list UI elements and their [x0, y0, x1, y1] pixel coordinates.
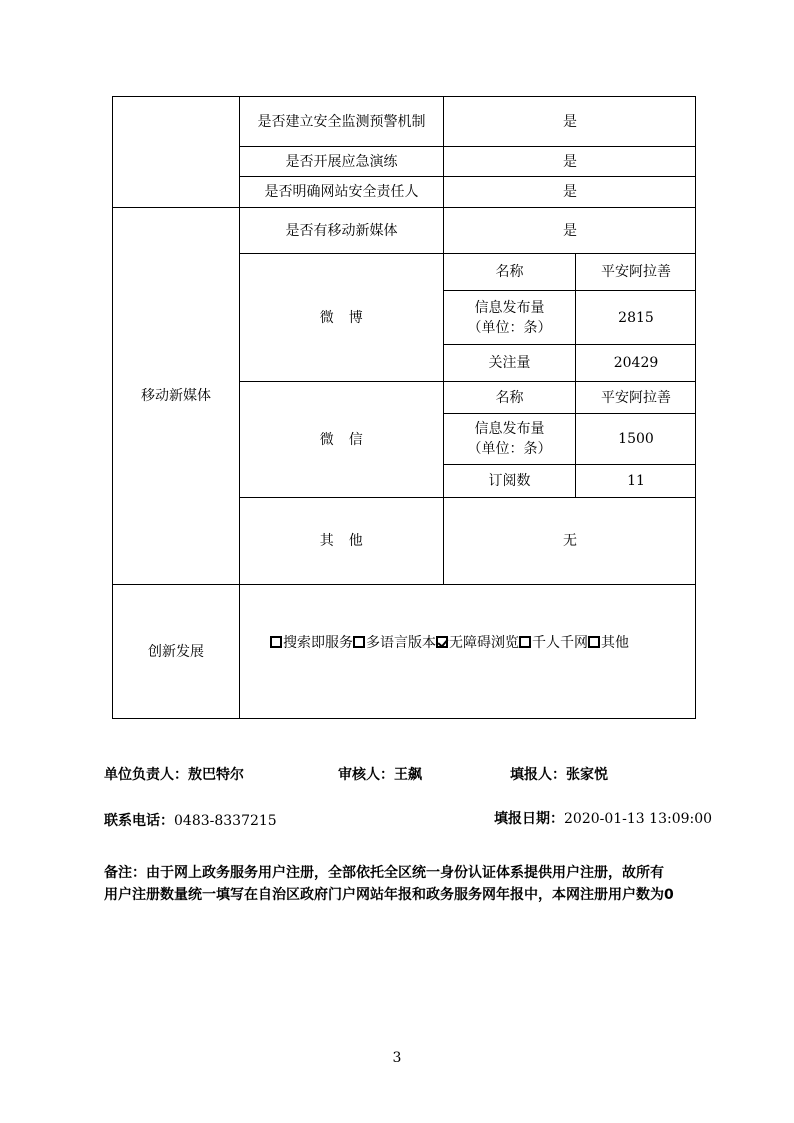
checked-checkbox-icon[interactable]: [436, 636, 448, 648]
remark-note: 备注：由于网上政务服务用户注册，全部依托全区统一身份认证体系提供用户注册，故所有用户注册数量统一填写在自治区政府门户网站年报和政务服务网年报中，本网注册用户数为0: [104, 865, 674, 903]
checkbox-icon[interactable]: [353, 636, 365, 648]
wechat-posts-label: 信息发布量 （单位：条）: [467, 421, 552, 457]
wechat-name-value: 平安阿拉善: [601, 389, 671, 406]
wechat-subscribers-value: 11: [627, 473, 645, 489]
weibo-followers-label: 关注量: [488, 355, 531, 371]
weibo-posts-value: 2815: [618, 309, 654, 326]
filler: 填报人：张家悦: [510, 767, 608, 783]
checkbox-icon[interactable]: [519, 636, 531, 648]
innovation-option-accessible[interactable]: 无障碍浏览: [436, 635, 519, 651]
reviewer: 审核人：王飙: [338, 767, 422, 783]
innovation-option-search[interactable]: 搜索即服务: [270, 635, 353, 651]
innovation-section-label: 创新发展: [148, 644, 204, 660]
weibo-label: 微 博: [319, 309, 364, 326]
monitoring-label: 是否建立安全监测预警机制: [257, 113, 426, 130]
unit-head: 单位负责人：敖巴特尔: [104, 767, 244, 783]
other-media-value: 无: [563, 533, 577, 549]
has-new-media-label: 是否有移动新媒体: [285, 222, 398, 239]
wechat-posts-value: 1500: [618, 431, 654, 447]
weibo-name-label: 名称: [495, 264, 524, 280]
drill-label: 是否开展应急演练: [285, 153, 398, 170]
weibo-name-value: 平安阿拉善: [601, 264, 671, 280]
other-media-label: 其 他: [319, 533, 364, 549]
drill-value: 是: [563, 153, 577, 170]
monitoring-value: 是: [563, 113, 577, 130]
weibo-posts-label: 信息发布量 （单位：条）: [467, 299, 552, 336]
checkbox-icon[interactable]: [270, 636, 282, 648]
fill-date: 填报日期：2020-01-13 13:09:00: [494, 811, 713, 827]
page-number: 3: [392, 1050, 402, 1066]
has-new-media-value: 是: [563, 222, 577, 239]
wechat-subscribers-label: 订阅数: [488, 473, 531, 489]
wechat-name-label: 名称: [495, 389, 524, 406]
wechat-label: 微 信: [319, 431, 364, 448]
contact-phone: 联系电话：0483-8337215: [104, 813, 277, 829]
responsible-label: 是否明确网站安全责任人: [264, 184, 419, 200]
responsible-value: 是: [563, 184, 577, 200]
innovation-option-multilang[interactable]: 多语言版本: [353, 635, 436, 651]
weibo-followers-value: 20429: [613, 355, 659, 371]
checkbox-icon[interactable]: [588, 636, 600, 648]
new-media-section-label: 移动新媒体: [141, 388, 211, 404]
innovation-options: [270, 632, 629, 652]
innovation-option-personalized[interactable]: 千人千网: [519, 635, 588, 651]
innovation-option-other[interactable]: 其他: [588, 635, 629, 651]
